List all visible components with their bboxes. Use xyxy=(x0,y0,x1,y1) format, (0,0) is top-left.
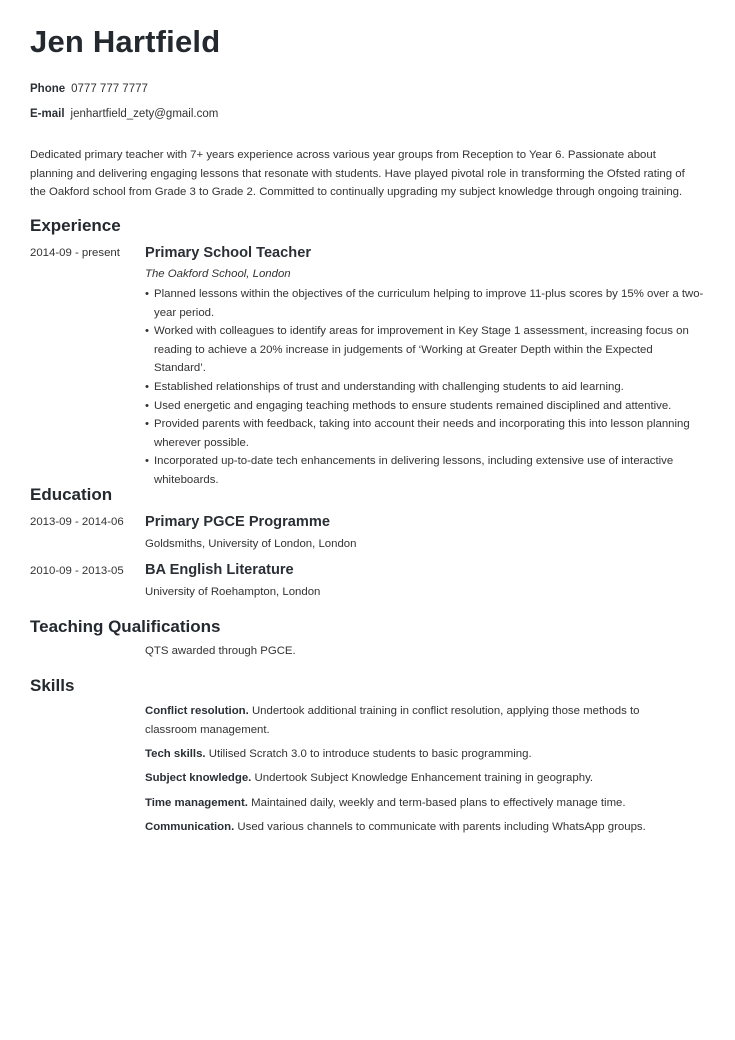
education-degree: BA English Literature xyxy=(145,562,294,578)
education-date: 2010-09 - 2013-05 xyxy=(30,565,124,577)
skill-item xyxy=(145,702,690,739)
phone-row xyxy=(30,83,148,95)
list-item: • Planned lessons within the objectives of the curriculum helping to improve 11-plus scores by 15% over a two-year period. xyxy=(145,285,705,322)
skill-item xyxy=(145,818,690,837)
section-title-qualifications: Teaching Qualifications xyxy=(30,617,221,636)
skill-item xyxy=(145,769,690,788)
skill-description: Undertook additional training in conflict resolution, applying those methods to classroom management. xyxy=(145,705,640,736)
skill-name: Subject knowledge. xyxy=(145,772,252,784)
section-title-skills: Skills xyxy=(30,676,75,695)
profile-summary: Dedicated primary teacher with 7+ years experience across various year groups from Reception to Year 6. Passionate about planning and delivering engaging lessons that resonate with students. Have played pivotal role in transforming the Ofsted rating of the Oakford school from Grade 3 to Grade 2. Committed to continually upgrading my subject knowledge through ongoing training. xyxy=(30,149,685,199)
experience-role: Primary School Teacher xyxy=(145,245,312,261)
skill-name: Conflict resolution. xyxy=(145,705,249,717)
email-value: jenhartfield_zety@gmail.com xyxy=(70,108,219,120)
list-item: • Used energetic and engaging teaching methods to ensure students remained disciplined and attentive. xyxy=(145,397,705,416)
experience-date: 2014-09 - present xyxy=(30,247,120,259)
list-item: • Incorporated up-to-date tech enhancements in delivering lessons, including extensive use of interactive whiteboards. xyxy=(145,452,705,489)
skill-description: Undertook Subject Knowledge Enhancement training in geography. xyxy=(254,772,594,784)
education-date: 2013-09 - 2014-06 xyxy=(30,516,124,528)
education-degree: Primary PGCE Programme xyxy=(145,514,330,530)
section-title-education: Education xyxy=(30,485,113,504)
qualification-text: QTS awarded through PGCE. xyxy=(145,645,296,657)
list-item: • Worked with colleagues to identify areas for improvement in Key Stage 1 assessment, increasing focus on reading to achieve a 20% increase in judgements of ‘Working at Greater Depth within the Expected Standard’. xyxy=(145,322,705,378)
experience-employer: The Oakford School, London xyxy=(145,268,291,280)
phone-value: 0777 777 7777 xyxy=(71,83,148,95)
skill-item xyxy=(145,794,690,813)
education-school: Goldsmiths, University of London, London xyxy=(145,538,357,550)
section-title-experience: Experience xyxy=(30,216,121,235)
list-item: • Established relationships of trust and understanding with challenging students to aid learning. xyxy=(145,378,705,397)
email-row xyxy=(30,108,218,120)
skill-description: Used various channels to communicate with parents including WhatsApp groups. xyxy=(237,821,646,833)
candidate-name: Jen Hartfield xyxy=(30,24,221,59)
skill-name: Time management. xyxy=(145,797,248,809)
phone-label: Phone xyxy=(30,83,66,95)
skill-item xyxy=(145,745,690,764)
skill-name: Tech skills. xyxy=(145,748,206,760)
email-label: E-mail xyxy=(30,108,65,120)
education-school: University of Roehampton, London xyxy=(145,586,321,598)
skill-name: Communication. xyxy=(145,821,235,833)
skill-description: Utilised Scratch 3.0 to introduce students to basic programming. xyxy=(208,748,532,760)
list-item: • Provided parents with feedback, taking into account their needs and incorporating this into lesson planning wherever possible. xyxy=(145,415,705,452)
experience-bullet-list xyxy=(145,285,705,490)
skill-description: Maintained daily, weekly and term-based plans to effectively manage time. xyxy=(251,797,626,809)
